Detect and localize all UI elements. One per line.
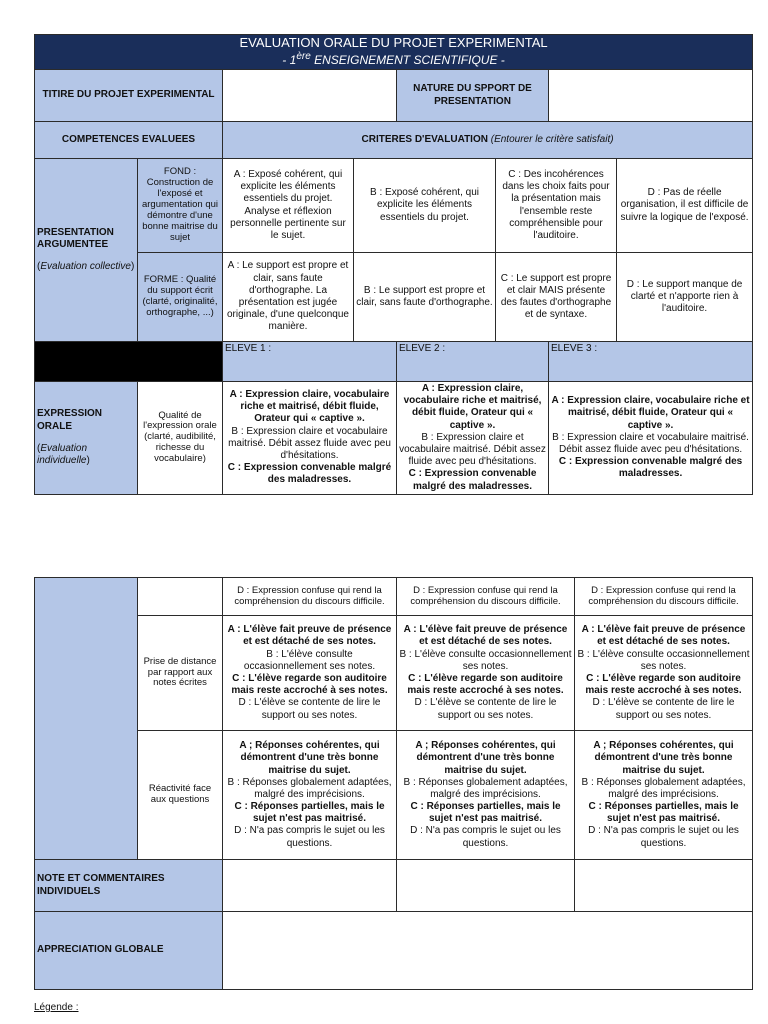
expression-label: EXPRESSION ORALE (37, 408, 103, 432)
fond-criterion-b[interactable]: B : Exposé cohérent, qui explicite les éléments essentiels du projet. (354, 159, 496, 253)
eleve-2-header: ELEVE 2 : (397, 342, 549, 382)
support-nature-label: NATURE DU SPPORT DE PRESENTATION (397, 70, 549, 122)
fond-label: FOND : Construction de l'exposé et argumentation qui démontre d'une bonne maitrise du sujet (138, 159, 223, 253)
forme-criterion-b[interactable]: B : Le support est propre et clair, sans faute d'orthographe. (354, 253, 496, 342)
eleve-2-qualite-criteria[interactable]: A : Expression claire, vocabulaire riche et maitrisé, débit fluide, Orateur qui « captive ». B : Expression claire et vocabulaire maitrisé. Débit assez fluide avec peu d'hésitations. C : Expression convenable malgré des maladresses. (397, 382, 549, 495)
evaluation-table-part-2 (34, 577, 753, 990)
fond-criterion-a[interactable]: A : Exposé cohérent, qui explicite les éléments essentiels du projet. Analyse et réflexion personnelle pertinente sur le sujet. (223, 159, 354, 253)
forme-criterion-c[interactable]: C : Le support est propre et clair MAIS présente des fautes d'orthographe et de syntaxe. (496, 253, 617, 342)
form-header (35, 35, 753, 70)
eleve-2-qualite-criterion-d[interactable]: D : Expression confuse qui rend la compréhension du discours difficile. (397, 578, 575, 616)
presentation-note: Evaluation collective (40, 261, 131, 273)
expression-continued-cell (35, 578, 138, 860)
eleve-3-qualite-criteria[interactable]: A : Expression claire, vocabulaire riche et maitrisé, débit fluide, Orateur qui « captive ». B : Expression claire et vocabulaire maitrisé. Débit assez fluide avec peu d'hésitations. C : Expression convenable malgré des maladresses. (549, 382, 753, 495)
eleve-1-qualite-criteria[interactable]: A : Expression claire, vocabulaire riche et maitrisé, débit fluide, Orateur qui « captive ». B : Expression claire et vocabulaire maitrisé. Débit assez fluide avec peu d'hésitations. C : Expression convenable malgré des maladresses. (223, 382, 397, 495)
legend-label: Légende : (34, 1002, 79, 1013)
reactivite-label: Réactivité face aux questions (138, 731, 223, 860)
presentation-argumentee-cell: PRESENTATION ARGUMENTEE (Evaluation collective) (35, 159, 138, 342)
expression-orale-cell: EXPRESSION ORALE (Evaluation individuelle) (35, 382, 138, 495)
fond-criterion-d[interactable]: D : Pas de réelle organisation, il est difficile de suivre la logique de l'exposé. (617, 159, 753, 253)
competences-label: COMPETENCES EVALUEES (35, 122, 223, 159)
form-subtitle: - 1ère ENSEIGNEMENT SCIENTIFIQUE - (282, 51, 505, 68)
eleve-3-header: ELEVE 3 : (549, 342, 753, 382)
eleve-3-note-field[interactable] (575, 860, 753, 912)
eleve-3-reactivite-criteria[interactable]: A ; Réponses cohérentes, qui démontrent d'une très bonne maitrise du sujet. B : Réponses globalement adaptées, malgré des imprécisions. C : Réponses partielles, mais le sujet n'est pas maitrisé. D : N'a pas compris le sujet ou les questions. (575, 731, 753, 860)
eleve-1-qualite-criterion-d[interactable]: D : Expression confuse qui rend la compréhension du discours difficile. (223, 578, 397, 616)
forme-criterion-a[interactable]: A : Le support est propre et clair, sans faute d'orthographe. La présentation est jugée originale, d'une quelconque manière. (223, 253, 354, 342)
appreciation-globale-label: APPRECIATION GLOBALE (35, 912, 223, 990)
qualite-expression-label: Qualité de l'expression orale (clarté, audibilité, richesse du vocabulaire) (138, 382, 223, 495)
qualite-continued-label (138, 578, 223, 616)
eleve-2-note-field[interactable] (397, 860, 575, 912)
form-title: EVALUATION ORALE DU PROJET EXPERIMENTAL (239, 35, 548, 51)
eleve-2-prise-criteria[interactable]: A : L'élève fait preuve de présence et est détaché de ses notes. B : L'élève consulte occasionnellement ses notes. C : L'élève regarde son auditoire mais reste accroché à ses notes. D : L'élève se contente de lire le support ou ses notes. (397, 616, 575, 731)
support-nature-field[interactable] (549, 70, 753, 122)
eleve-1-note-field[interactable] (223, 860, 397, 912)
eleve-3-prise-criteria[interactable]: A : L'élève fait preuve de présence et est détaché de ses notes. B : L'élève consulte occasionnellement ses notes. C : L'élève regarde son auditoire mais reste accroché à ses notes. D : L'élève se contente de lire le support ou ses notes. (575, 616, 753, 731)
project-title-field[interactable] (223, 70, 397, 122)
fond-criterion-c[interactable]: C : Des incohérences dans les choix faits pour la présentation mais l'ensemble reste compréhensible pour l'auditoire. (496, 159, 617, 253)
presentation-label: PRESENTATION ARGUMENTEE (37, 226, 114, 250)
project-title-label: TITIRE DU PROJET EXPERIMENTAL (35, 70, 223, 122)
note-commentaires-label: NOTE ET COMMENTAIRES INDIVIDUELS (35, 860, 223, 912)
appreciation-globale-field[interactable] (223, 912, 753, 990)
eleve-1-header: ELEVE 1 : (223, 342, 397, 382)
expression-note: Evaluation individuelle (37, 442, 88, 467)
eleve-3-qualite-criterion-d[interactable]: D : Expression confuse qui rend la compréhension du discours difficile. (575, 578, 753, 616)
criteres-header: CRITERES D'EVALUATION (Entourer le critère satisfait) (223, 122, 753, 159)
eleve-1-prise-criteria[interactable]: A : L'élève fait preuve de présence et est détaché de ses notes. B : L'élève consulte occasionnellement ses notes. C : L'élève regarde son auditoire mais reste accroché à ses notes. D : L'élève se contente de lire le support ou ses notes. (223, 616, 397, 731)
eleve-2-reactivite-criteria[interactable]: A ; Réponses cohérentes, qui démontrent d'une très bonne maitrise du sujet. B : Réponses globalement adaptées, malgré des imprécisions. C : Réponses partielles, mais le sujet n'est pas maitrisé. D : N'a pas compris le sujet ou les questions. (397, 731, 575, 860)
eleve-1-reactivite-criteria[interactable]: A ; Réponses cohérentes, qui démontrent d'une très bonne maitrise du sujet. B : Réponses globalement adaptées, malgré des imprécisions. C : Réponses partielles, mais le sujet n'est pas maitrisé. D : N'a pas compris le sujet ou les questions. (223, 731, 397, 860)
black-spacer-cell (35, 342, 223, 382)
forme-criterion-d[interactable]: D : Le support manque de clarté et n'apporte rien à l'auditoire. (617, 253, 753, 342)
evaluation-table-part-1 (34, 34, 753, 495)
forme-label: FORME : Qualité du support écrit (clarté, originalité, orthographe, ...) (138, 253, 223, 342)
prise-distance-label: Prise de distance par rapport aux notes écrites (138, 616, 223, 731)
